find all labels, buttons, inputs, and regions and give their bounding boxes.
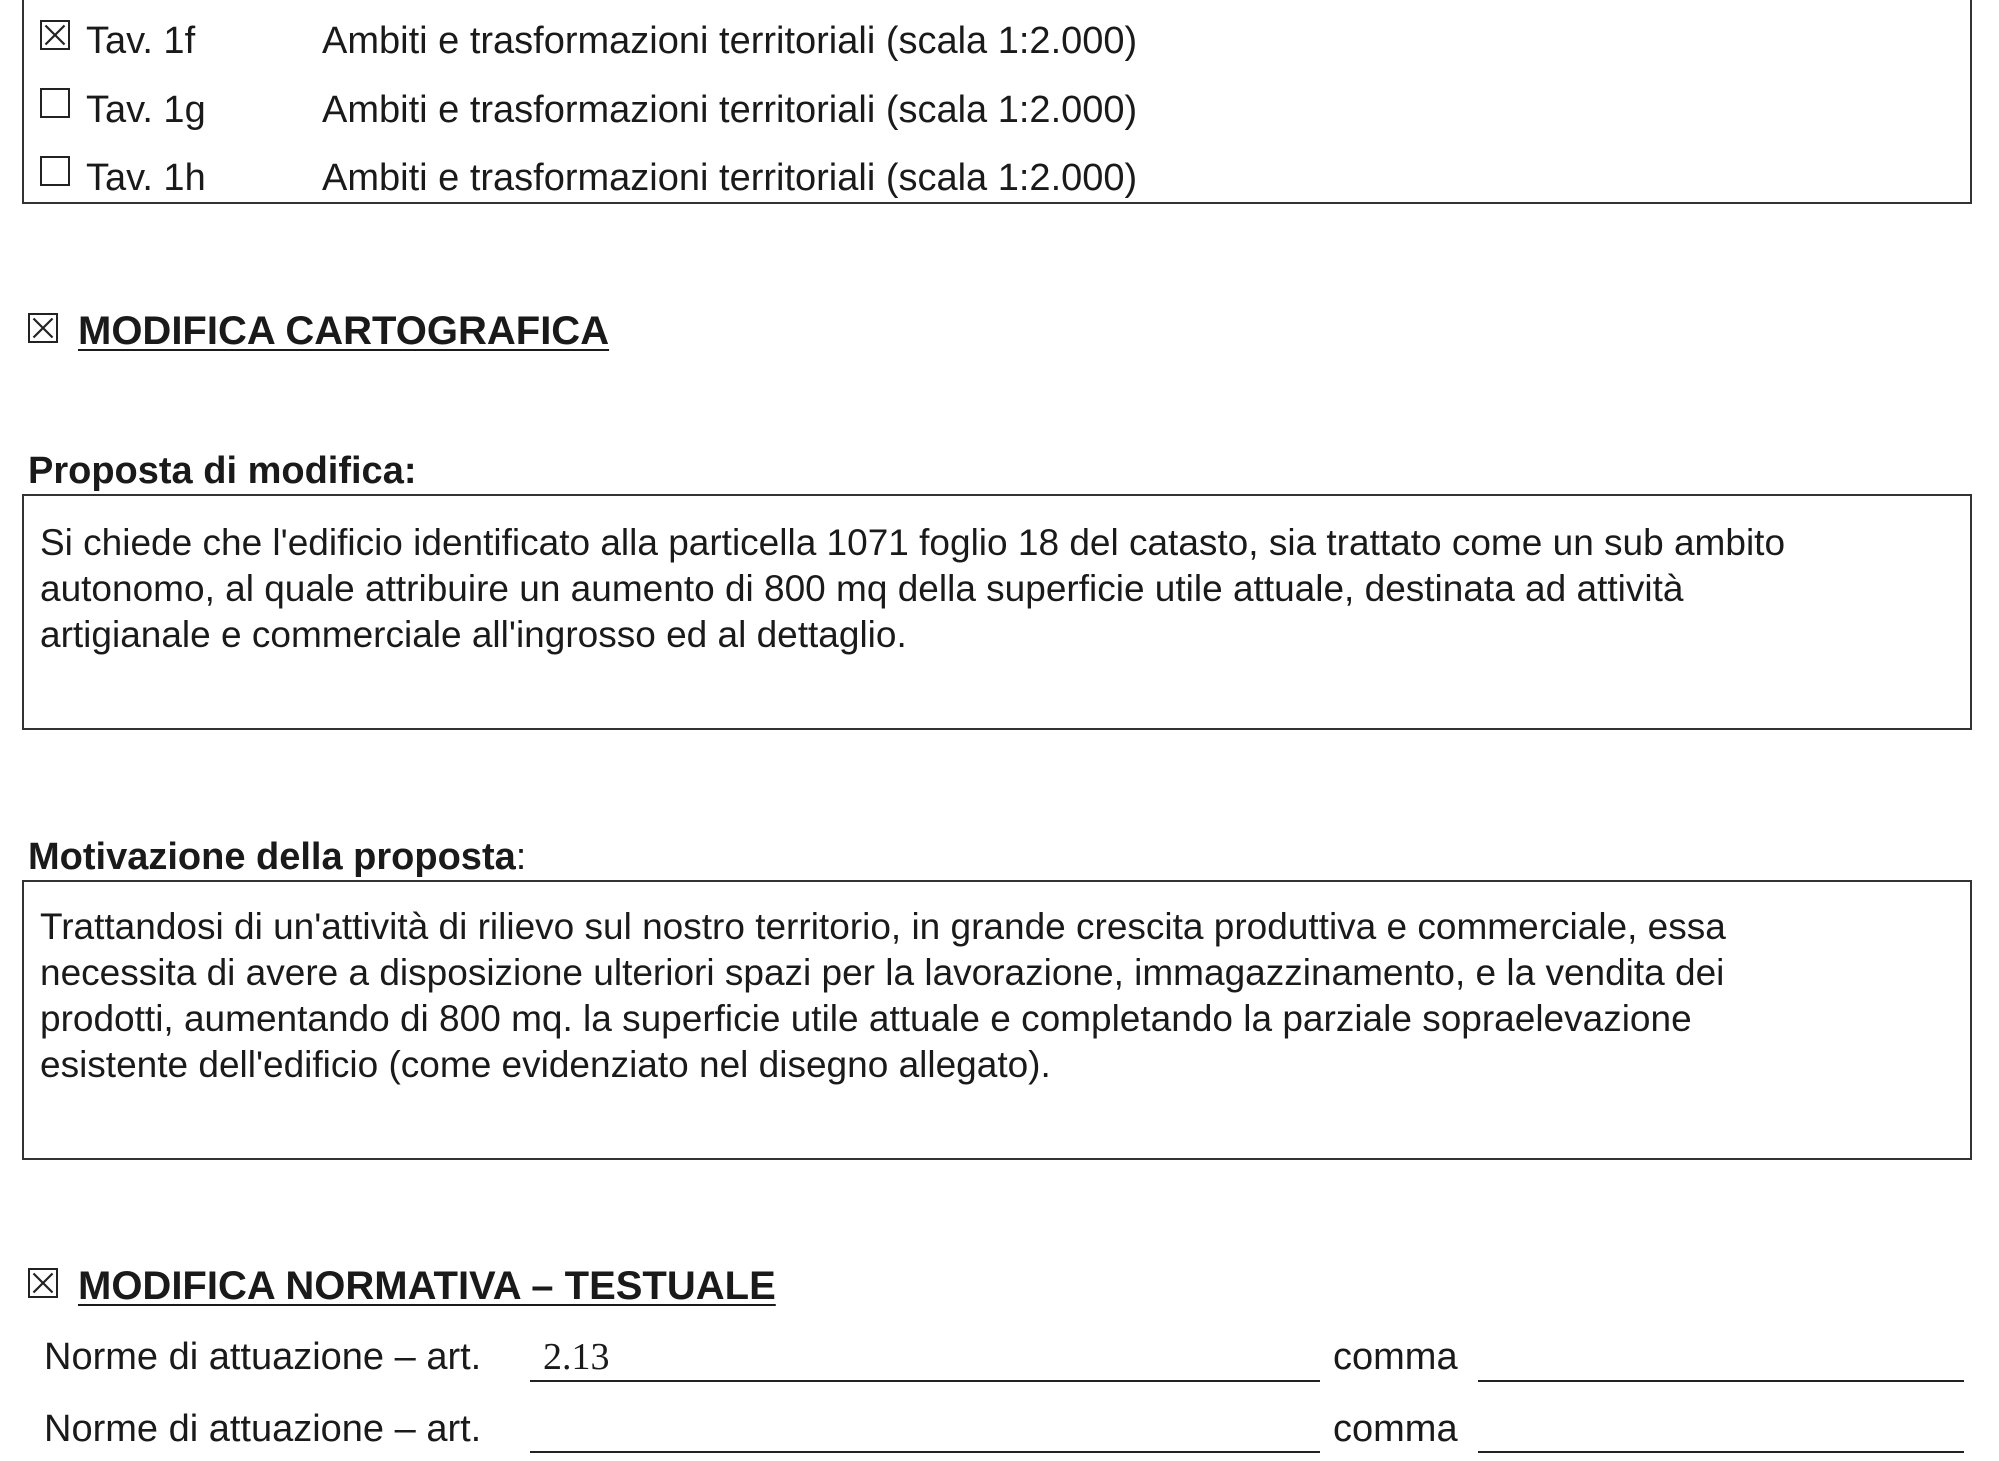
tav-1h-desc: Ambiti e trasformazioni territoriali (scala 1:2.000) xyxy=(322,157,1138,199)
tav-1f-checkbox[interactable] xyxy=(40,20,70,50)
normativa-heading: MODIFICA NORMATIVA – TESTUALE xyxy=(78,1264,776,1308)
norme-row-1-comma-field[interactable] xyxy=(1478,1380,1964,1382)
checkbox-x-icon xyxy=(42,22,68,48)
tav-1f-desc: Ambiti e trasformazioni territoriali (scala 1:2.000) xyxy=(322,20,1138,62)
tav-1g-desc: Ambiti e trasformazioni territoriali (scala 1:2.000) xyxy=(322,89,1138,131)
norme-row-2-art-field[interactable] xyxy=(530,1451,1320,1453)
motivazione-colon: : xyxy=(515,836,527,878)
cartografica-heading: MODIFICA CARTOGRAFICA xyxy=(78,309,610,353)
tav-1g-checkbox[interactable] xyxy=(40,88,70,118)
tav-1h-code: Tav. 1h xyxy=(86,157,206,199)
motivazione-label-row xyxy=(28,838,526,876)
norme-row-2-comma-label: comma xyxy=(1333,1408,1458,1450)
norme-row-1-art-value: 2.13 xyxy=(543,1336,610,1378)
motivazione-label: Motivazione della proposta xyxy=(28,836,516,878)
proposta-label: Proposta di modifica: xyxy=(28,450,417,492)
proposta-text: Si chiede che l'edificio identificato alla particella 1071 foglio 18 del catasto, sia trattato come un sub ambito autonomo, al quale attribuire un aumento di 800 mq della superficie utile attuale, destinata ad attività artigianale e commerciale all'ingrosso ed al dettaglio. xyxy=(40,522,1786,655)
checkbox-x-icon xyxy=(30,1270,56,1296)
cartografica-checkbox[interactable] xyxy=(28,313,58,343)
tav-1g-code: Tav. 1g xyxy=(86,89,206,131)
norme-row-2-label: Norme di attuazione – art. xyxy=(44,1408,482,1450)
tav-1f-code: Tav. 1f xyxy=(86,20,196,62)
norme-row-2-comma-field[interactable] xyxy=(1478,1451,1964,1453)
norme-row-1-art-field[interactable] xyxy=(530,1380,1320,1382)
checkbox-x-icon xyxy=(30,315,56,341)
tav-1h-checkbox[interactable] xyxy=(40,156,70,186)
norme-row-1-comma-label: comma xyxy=(1333,1336,1458,1378)
norme-row-1-label: Norme di attuazione – art. xyxy=(44,1336,482,1378)
motivazione-text: Trattandosi di un'attività di rilievo sul nostro territorio, in grande crescita produttiva e commerciale, essa necessita di avere a disposizione ulteriori spazi per la lavorazione, immagazzinamento, e la vendita dei prodotti, aumentando di 800 mq. la superficie utile attuale e completando la parziale sopraelevazione esistente dell'edificio (come evidenziato nel disegno allegato). xyxy=(40,906,1726,1085)
normativa-checkbox[interactable] xyxy=(28,1268,58,1298)
